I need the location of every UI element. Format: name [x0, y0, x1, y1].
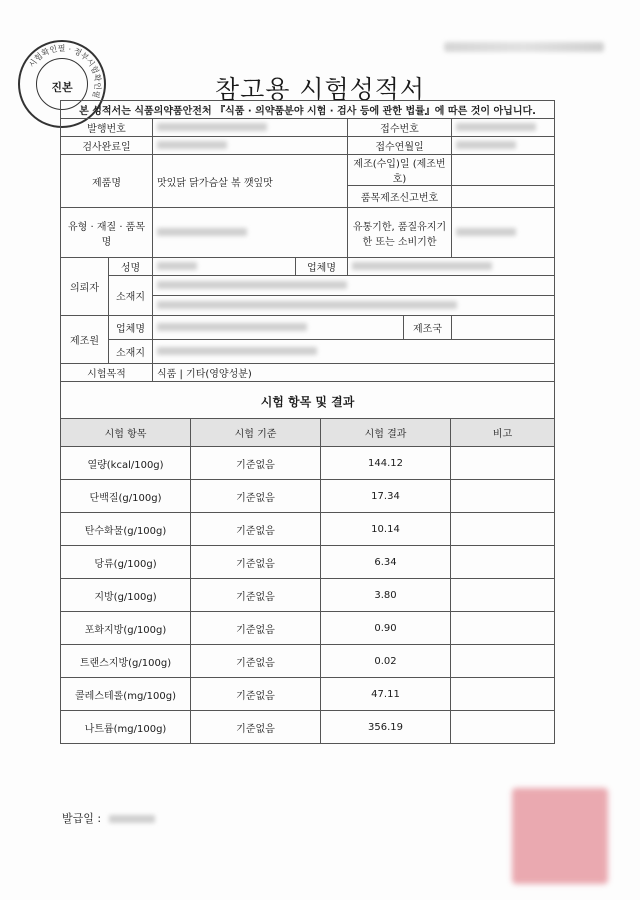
result-standard: 기준없음 — [191, 579, 321, 612]
result-value: 356.19 — [321, 711, 451, 744]
redacted-client-company — [352, 262, 492, 270]
result-item: 콜레스테롤(mg/100g) — [61, 678, 191, 711]
client-address-value — [153, 276, 555, 296]
mfg-address-label: 소재지 — [109, 340, 153, 364]
client-company-value — [348, 258, 555, 276]
client-company-label: 업체명 — [296, 258, 348, 276]
seal-word: 진본 — [51, 81, 73, 94]
result-item: 단백질(g/100g) — [61, 480, 191, 513]
country-label: 제조국 — [404, 316, 452, 340]
report-no-label: 품목제조신고번호 — [348, 186, 452, 208]
result-note — [451, 678, 555, 711]
client-label: 의뢰자 — [61, 258, 109, 316]
result-item: 지방(g/100g) — [61, 579, 191, 612]
inspection-date-value — [153, 137, 348, 155]
result-item: 트랜스지방(g/100g) — [61, 645, 191, 678]
issue-no-value — [153, 119, 348, 137]
report-no-value — [452, 186, 555, 208]
redacted-client-address-2 — [157, 301, 457, 309]
expiry-value — [452, 208, 555, 258]
issue-no-label: 발행번호 — [61, 119, 153, 137]
inspection-date-label: 검사완료일 — [61, 137, 153, 155]
redacted-type — [157, 228, 247, 236]
result-standard: 기준없음 — [191, 513, 321, 546]
product-name-value: 맛있닭 닭가슴살 볶 깻잎맛 — [153, 155, 348, 208]
redacted-header-info — [444, 42, 604, 52]
table-row — [61, 711, 555, 744]
redacted-mfg-address — [157, 347, 317, 355]
client-address-label: 소재지 — [109, 276, 153, 316]
redacted-receipt-no — [456, 123, 536, 131]
document-title: 참고용 시험성적서 — [214, 75, 426, 104]
table-row — [61, 447, 555, 480]
manufacturer-label: 제조원 — [61, 316, 109, 364]
mfg-date-value — [452, 155, 555, 186]
receipt-date-value — [452, 137, 555, 155]
result-item: 포화지방(g/100g) — [61, 612, 191, 645]
svg-text:시험확인필 · 정부시험확인필: 시험확인필 · 정부시험확인필 — [27, 43, 103, 100]
result-note — [451, 480, 555, 513]
results-header-row — [61, 419, 555, 447]
receipt-no-value — [452, 119, 555, 137]
results-table — [60, 418, 555, 744]
result-item: 열량(kcal/100g) — [61, 447, 191, 480]
redacted-inspection-date — [157, 141, 227, 149]
client-address-value-2 — [153, 296, 555, 316]
table-row — [61, 546, 555, 579]
results-header-result: 시험 결과 — [321, 419, 451, 447]
report-info-table — [60, 100, 555, 422]
results-header-standard: 시험 기준 — [191, 419, 321, 447]
result-note — [451, 645, 555, 678]
result-value: 0.02 — [321, 645, 451, 678]
results-section-title: 시험 항목 및 결과 — [61, 382, 555, 422]
result-value: 10.14 — [321, 513, 451, 546]
redacted-client-address — [157, 281, 347, 289]
result-standard: 기준없음 — [191, 480, 321, 513]
redacted-mfg-company — [157, 323, 307, 331]
issue-date-label: 발급일 : — [62, 812, 102, 825]
product-name-label: 제품명 — [61, 155, 153, 208]
mfg-company-label: 업체명 — [109, 316, 153, 340]
redacted-issue-date — [109, 815, 155, 823]
mfg-company-value — [153, 316, 404, 340]
result-item: 당류(g/100g) — [61, 546, 191, 579]
results-header-note: 비고 — [451, 419, 555, 447]
table-row — [61, 579, 555, 612]
result-item: 나트륨(mg/100g) — [61, 711, 191, 744]
result-value: 0.90 — [321, 612, 451, 645]
result-standard: 기준없음 — [191, 546, 321, 579]
table-row — [61, 480, 555, 513]
result-note — [451, 711, 555, 744]
result-value: 144.12 — [321, 447, 451, 480]
result-note — [451, 612, 555, 645]
result-note — [451, 447, 555, 480]
issue-date — [62, 810, 155, 826]
country-value — [452, 316, 555, 340]
disclaimer-notice: 본 성적서는 식품의약품안전처 『식품 · 의약품분야 시험 · 검사 등에 관한 법률』에 따른 것이 아닙니다. — [61, 101, 555, 119]
redacted-issue-no — [157, 123, 267, 131]
result-standard: 기준없음 — [191, 645, 321, 678]
result-standard: 기준없음 — [191, 711, 321, 744]
table-row — [61, 645, 555, 678]
result-standard: 기준없음 — [191, 447, 321, 480]
result-value: 47.11 — [321, 678, 451, 711]
result-note — [451, 513, 555, 546]
purpose-label: 시험목적 — [61, 364, 153, 382]
result-value: 3.80 — [321, 579, 451, 612]
client-name-label: 성명 — [109, 258, 153, 276]
table-row — [61, 612, 555, 645]
results-header-item: 시험 항목 — [61, 419, 191, 447]
type-value — [153, 208, 348, 258]
result-item: 탄수화물(g/100g) — [61, 513, 191, 546]
mfg-date-label: 제조(수입)일 (제조번호) — [348, 155, 452, 186]
result-standard: 기준없음 — [191, 612, 321, 645]
result-value: 6.34 — [321, 546, 451, 579]
redacted-client-name — [157, 262, 197, 270]
receipt-date-label: 접수연월일 — [348, 137, 452, 155]
table-row — [61, 513, 555, 546]
type-label: 유형 · 재질 · 품목명 — [61, 208, 153, 258]
redacted-expiry — [456, 228, 516, 236]
official-stamp — [512, 788, 608, 884]
purpose-value: 식품 | 기타(영양성분) — [153, 364, 555, 382]
receipt-no-label: 접수번호 — [348, 119, 452, 137]
result-note — [451, 546, 555, 579]
expiry-label: 유통기한, 품질유지기한 또는 소비기한 — [348, 208, 452, 258]
redacted-receipt-date — [456, 141, 516, 149]
result-note — [451, 579, 555, 612]
mfg-address-value — [153, 340, 555, 364]
table-row — [61, 678, 555, 711]
result-value: 17.34 — [321, 480, 451, 513]
result-standard: 기준없음 — [191, 678, 321, 711]
client-name-value — [153, 258, 296, 276]
